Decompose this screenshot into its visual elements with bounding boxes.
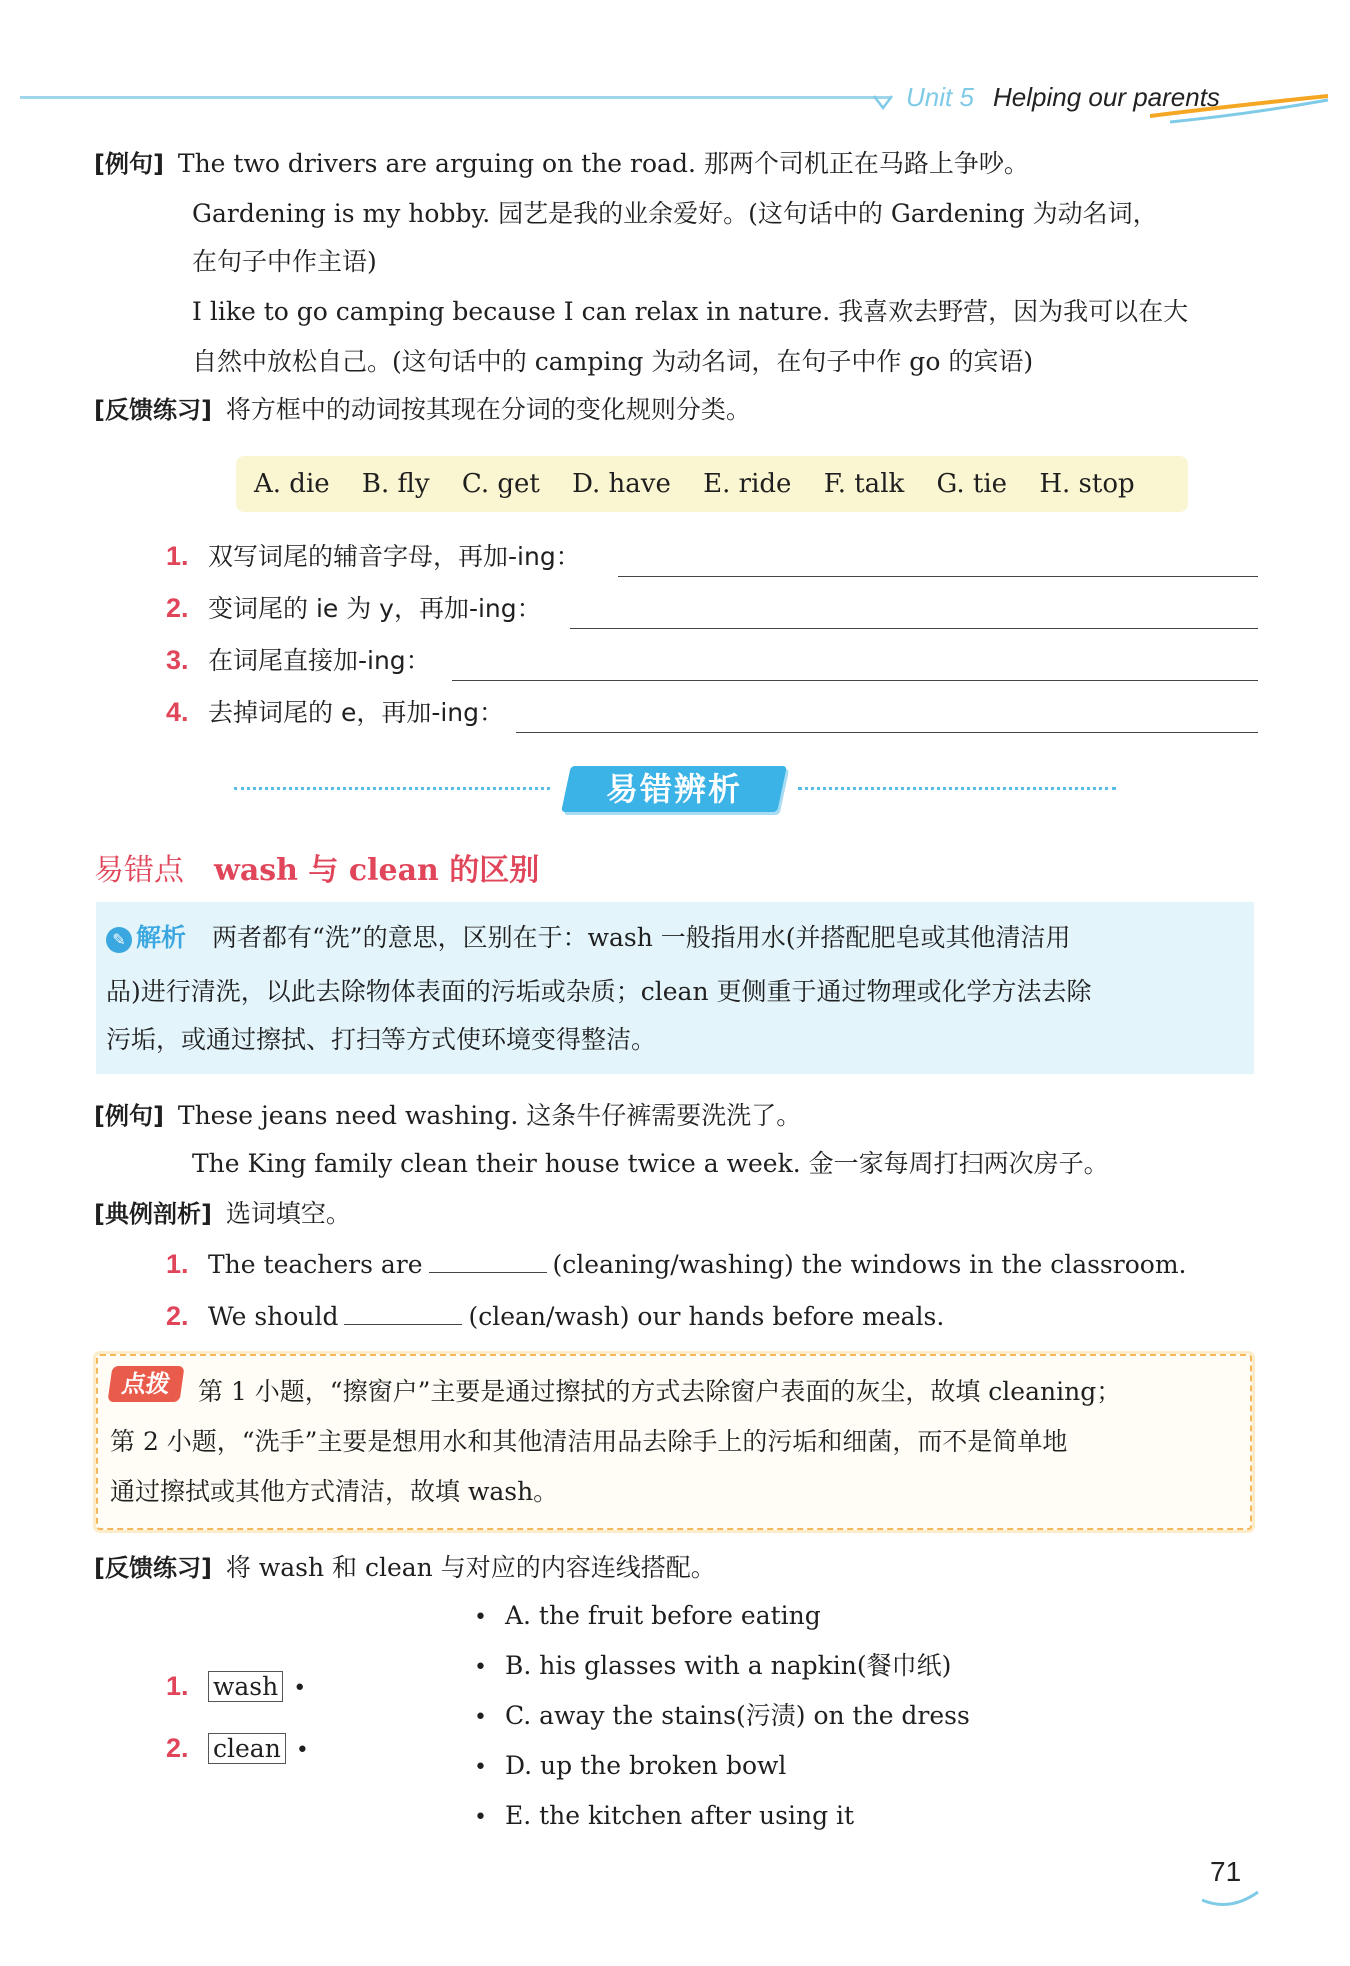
item-text: 在词尾直接加-ing：: [208, 646, 431, 675]
example-block-1: [94, 146, 1029, 182]
analysis-line: 污垢，或通过擦拭、打扫等方式使环境变得整洁。: [106, 1025, 657, 1054]
header-chevron-icon: [872, 92, 894, 114]
practice-instruction: 将方框中的动词按其现在分词的变化规则分类。: [225, 395, 751, 424]
practice-1-item: [166, 590, 542, 627]
verb-option: D. have: [572, 469, 671, 499]
example-tag: [例句]: [94, 150, 164, 178]
item-number: 1.: [166, 1249, 189, 1279]
match-option-text: B. his glasses with a napkin(餐巾纸): [504, 1651, 952, 1680]
match-word-clean: clean: [208, 1733, 286, 1764]
item-number: 4.: [166, 697, 189, 727]
typical-instruction: 选词填空。: [225, 1199, 351, 1228]
verb-option: G. tie: [936, 469, 1008, 499]
verb-option: H. stop: [1039, 469, 1135, 499]
header-swoosh-icon: [1150, 94, 1330, 124]
answer-blank[interactable]: [618, 576, 1258, 577]
unit-label: Unit 5: [906, 82, 974, 112]
example-line: The King family clean their house twice a week. 金一家每周打扫两次房子。: [192, 1149, 1109, 1178]
item-text: 变词尾的 ie 为 y，再加-ing：: [208, 594, 542, 623]
example-line: 在句子中作主语): [192, 247, 377, 276]
item-number: 1.: [166, 1671, 189, 1701]
item-number: 1.: [166, 541, 189, 571]
item-number: 2.: [166, 1301, 189, 1331]
typical-heading: [94, 1196, 351, 1232]
error-point-label: 易错点: [94, 853, 184, 888]
analysis-line: 品)进行清洗，以此去除物体表面的污垢或杂质；clean 更侧重于通过物理或化学方法去除: [106, 977, 1092, 1006]
analysis-label: 解析: [136, 923, 187, 952]
answer-blank[interactable]: [452, 680, 1258, 681]
example-line: 自然中放松自己。(这句话中的 camping 为动名词，在句子中作 go 的宾语): [192, 347, 1034, 376]
item-text-after: (clean/wash) our hands before meals.: [468, 1302, 945, 1331]
unit-title: Helping our parents: [993, 82, 1220, 112]
example-block-2: [94, 1098, 801, 1134]
match-right-item: [474, 1698, 970, 1736]
item-text-before: The teachers are: [208, 1250, 423, 1279]
match-dot[interactable]: •: [474, 1605, 487, 1630]
match-left-item: [166, 1730, 309, 1769]
banner-dots-right: [798, 787, 1116, 790]
analysis-text: 两者都有“洗”的意思，区别在于：wash 一般指用水(并搭配肥皂或其他清洁用: [212, 923, 1071, 952]
match-dot[interactable]: •: [474, 1655, 487, 1680]
practice-1-item: [166, 694, 504, 731]
example-line: The two drivers are arguing on the road. 那两个司机正在马路上争吵。: [177, 149, 1029, 178]
pencil-icon: ✎: [106, 927, 132, 953]
tip-badge: 点拨: [107, 1366, 184, 1402]
match-dot[interactable]: •: [474, 1805, 487, 1830]
practice-2-heading: [94, 1550, 716, 1586]
header-rule: [20, 96, 890, 99]
item-text-before: We should: [208, 1302, 339, 1331]
item-number: 3.: [166, 645, 189, 675]
match-right-item: [474, 1798, 854, 1836]
error-point-text: wash 与 clean 的区别: [214, 853, 540, 888]
verb-option: E. ride: [703, 469, 792, 499]
match-dot[interactable]: •: [474, 1755, 487, 1780]
practice-tag: [反馈练习]: [94, 1554, 212, 1582]
typical-item: [166, 1298, 944, 1335]
fill-blank[interactable]: [344, 1298, 462, 1325]
example-line: Gardening is my hobby. 园艺是我的业余爱好。(这句话中的 Gardening 为动名词，: [192, 199, 1158, 228]
item-number: 2.: [166, 593, 189, 623]
error-point-title: [94, 845, 539, 889]
practice-1-item: [166, 538, 581, 575]
verb-option: A. die: [254, 469, 330, 499]
match-dot[interactable]: •: [293, 1676, 307, 1701]
match-right-item: [474, 1598, 821, 1636]
match-left-item: [166, 1668, 306, 1707]
tip-line: 通过擦拭或其他方式清洁，故填 wash。: [110, 1477, 559, 1506]
answer-blank[interactable]: [516, 732, 1258, 733]
example-tag: [例句]: [94, 1102, 164, 1130]
practice-1-item: [166, 642, 431, 679]
match-word-wash: wash: [208, 1671, 283, 1702]
match-option-text: E. the kitchen after using it: [504, 1801, 855, 1830]
example-line: These jeans need washing. 这条牛仔裤需要洗洗了。: [177, 1101, 802, 1130]
match-option-text: A. the fruit before eating: [504, 1601, 821, 1630]
verb-option: F. talk: [823, 469, 905, 499]
verb-box: [236, 456, 1188, 512]
tip-line: 第 1 小题，“擦窗户”主要是通过擦拭的方式去除窗户表面的灰尘，故填 cleaning；: [198, 1377, 1122, 1406]
match-dot[interactable]: •: [295, 1738, 309, 1763]
answer-blank[interactable]: [570, 628, 1258, 629]
match-option-text: D. up the broken bowl: [504, 1751, 787, 1780]
banner-dots-left: [234, 787, 550, 790]
item-text-after: (cleaning/washing) the windows in the classroom.: [552, 1250, 1187, 1279]
practice-instruction: 将 wash 和 clean 与对应的内容连线搭配。: [225, 1553, 716, 1582]
analysis-line: [106, 920, 1071, 956]
example-line: I like to go camping because I can relax in nature. 我喜欢去野营，因为我可以在大: [192, 297, 1189, 326]
typical-tag: [典例剖析]: [94, 1200, 212, 1228]
page-number: 71: [1210, 1856, 1242, 1887]
item-number: 2.: [166, 1733, 189, 1763]
verb-option: C. get: [461, 469, 540, 499]
typical-item: [166, 1246, 1186, 1283]
practice-1-heading: [94, 392, 751, 428]
item-text: 双写词尾的辅音字母，再加-ing：: [208, 542, 581, 571]
section-banner: 易错辨析: [605, 770, 742, 808]
match-option-text: C. away the stains(污渍) on the dress: [504, 1701, 970, 1730]
practice-tag: [反馈练习]: [94, 396, 212, 424]
match-right-item: [474, 1648, 951, 1686]
page-swoosh-icon: [1200, 1888, 1260, 1910]
match-right-item: [474, 1748, 786, 1786]
verb-option: B. fly: [361, 469, 430, 499]
item-text: 去掉词尾的 e，再加-ing：: [208, 698, 505, 727]
match-dot[interactable]: •: [474, 1705, 487, 1730]
fill-blank[interactable]: [429, 1246, 547, 1273]
tip-line: 第 2 小题，“洗手”主要是想用水和其他清洁用品去除手上的污垢和细菌，而不是简单地: [110, 1427, 1068, 1456]
